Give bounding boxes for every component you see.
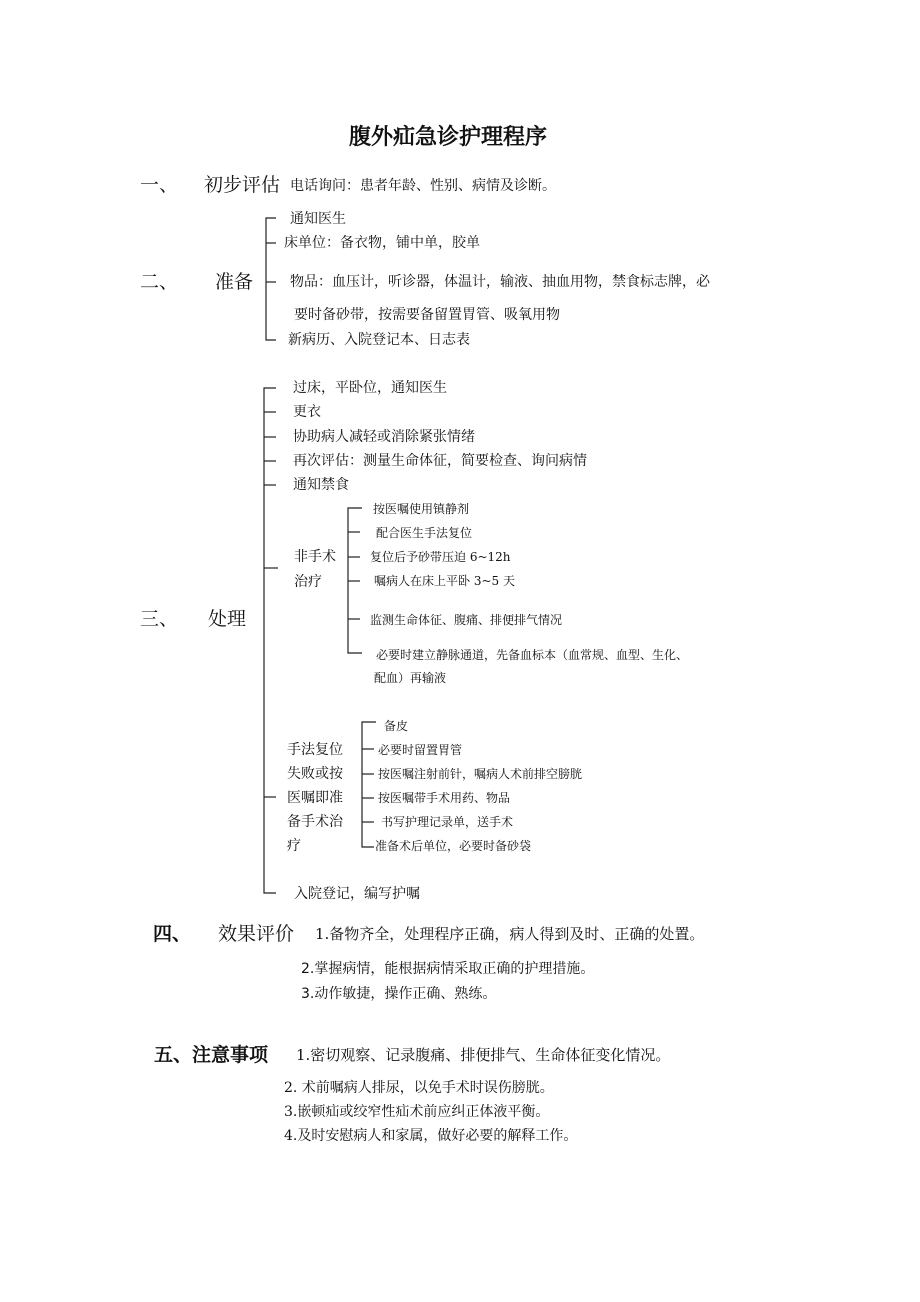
surgical-item: 按医嘱注射前针，嘱病人术前排空膀胱 — [378, 767, 583, 781]
surgical-label: 备手术治 — [287, 814, 343, 830]
prep-item: 新病历、入院登记本、日志表 — [288, 332, 470, 348]
handling-item: 再次评估：测量生命体征，简要检查、询问病情 — [293, 453, 587, 469]
nonsurgical-item: 监测生命体征、腹痛、排便排气情况 — [370, 613, 563, 627]
handling-item-last: 入院登记，编写护嘱 — [294, 886, 420, 902]
surgical-label: 疗 — [287, 838, 301, 854]
notes-item: 4.及时安慰病人和家属，做好必要的解释工作。 — [284, 1128, 578, 1144]
nonsurgical-item: 必要时建立静脉通道，先备血标本（血常规、血型、生化、 — [376, 648, 689, 662]
nonsurgical-item: 嘱病人在床上平卧 3~5 天 — [374, 574, 515, 588]
section1-number: 一、 — [140, 174, 179, 196]
section3-number: 三、 — [140, 608, 179, 630]
prep-item: 通知医生 — [290, 211, 346, 227]
surgical-label: 手法复位 — [287, 742, 343, 758]
surgical-bracket — [362, 722, 376, 847]
surgical-item: 必要时留置胃管 — [378, 743, 463, 757]
handling-item: 更衣 — [293, 404, 321, 420]
surgical-label: 失败或按 — [287, 766, 343, 782]
evaluation-item: 3.动作敏捷，操作正确、熟练。 — [301, 986, 497, 1002]
nonsurgical-label: 非手术 — [294, 549, 336, 565]
prep-bracket — [266, 218, 276, 340]
nonsurgical-item: 按医嘱使用镇静剂 — [373, 502, 470, 516]
section5-heading: 五、注意事项 — [154, 1044, 269, 1066]
surgical-label: 医嘱即准 — [287, 790, 343, 806]
nonsurgical-label: 治疗 — [294, 574, 322, 590]
prep-item: 要时备砂带，按需要备留置胃管、吸氧用物 — [294, 307, 560, 323]
nonsurgical-item: 配合医生手法复位 — [376, 526, 473, 540]
surgical-item: 书写护理记录单，送手术 — [381, 815, 514, 829]
surgical-item: 备皮 — [384, 719, 409, 733]
nonsurgical-item: 配血）再输液 — [374, 671, 447, 685]
prep-item: 物品：血压计，听诊器，体温计，输液、抽血用物，禁食标志牌，必 — [290, 274, 710, 290]
surgical-item: 按医嘱带手术用药、物品 — [378, 791, 511, 805]
nonsurgical-item: 复位后予砂带压迫 6~12h — [370, 550, 511, 564]
notes-item: 1.密切观察、记录腹痛、排便排气、生命体征变化情况。 — [296, 1046, 671, 1064]
section2-number: 二、 — [140, 271, 179, 293]
section1-text: 电话询问：患者年龄、性别、病情及诊断。 — [290, 178, 556, 194]
surgical-item: 准备术后单位，必要时备砂袋 — [375, 839, 532, 853]
notes-item: 2. 术前嘱病人排尿，以免手术时误伤膀胱。 — [284, 1080, 554, 1096]
section3-heading: 处理 — [208, 608, 247, 630]
handling-item: 过床，平卧位，通知医生 — [293, 380, 447, 396]
section1-heading: 初步评估 — [204, 174, 281, 196]
notes-item: 3.嵌顿疝或绞窄性疝术前应纠正体液平衡。 — [284, 1104, 550, 1120]
handling-item: 协助病人减轻或消除紧张情绪 — [293, 429, 475, 445]
section4-number: 四、 — [153, 923, 192, 945]
page-title: 腹外疝急诊护理程序 — [349, 125, 548, 150]
evaluation-item: 2.掌握病情，能根据病情采取正确的护理措施。 — [301, 961, 595, 977]
handling-bracket — [264, 388, 276, 893]
section4-heading: 效果评价 — [218, 923, 295, 945]
handling-item: 通知禁食 — [293, 477, 349, 493]
section2-heading: 准备 — [215, 271, 254, 293]
prep-item: 床单位：备衣物，铺中单，胶单 — [284, 235, 480, 251]
evaluation-item: 1.备物齐全，处理程序正确，病人得到及时、正确的处置。 — [315, 925, 705, 943]
